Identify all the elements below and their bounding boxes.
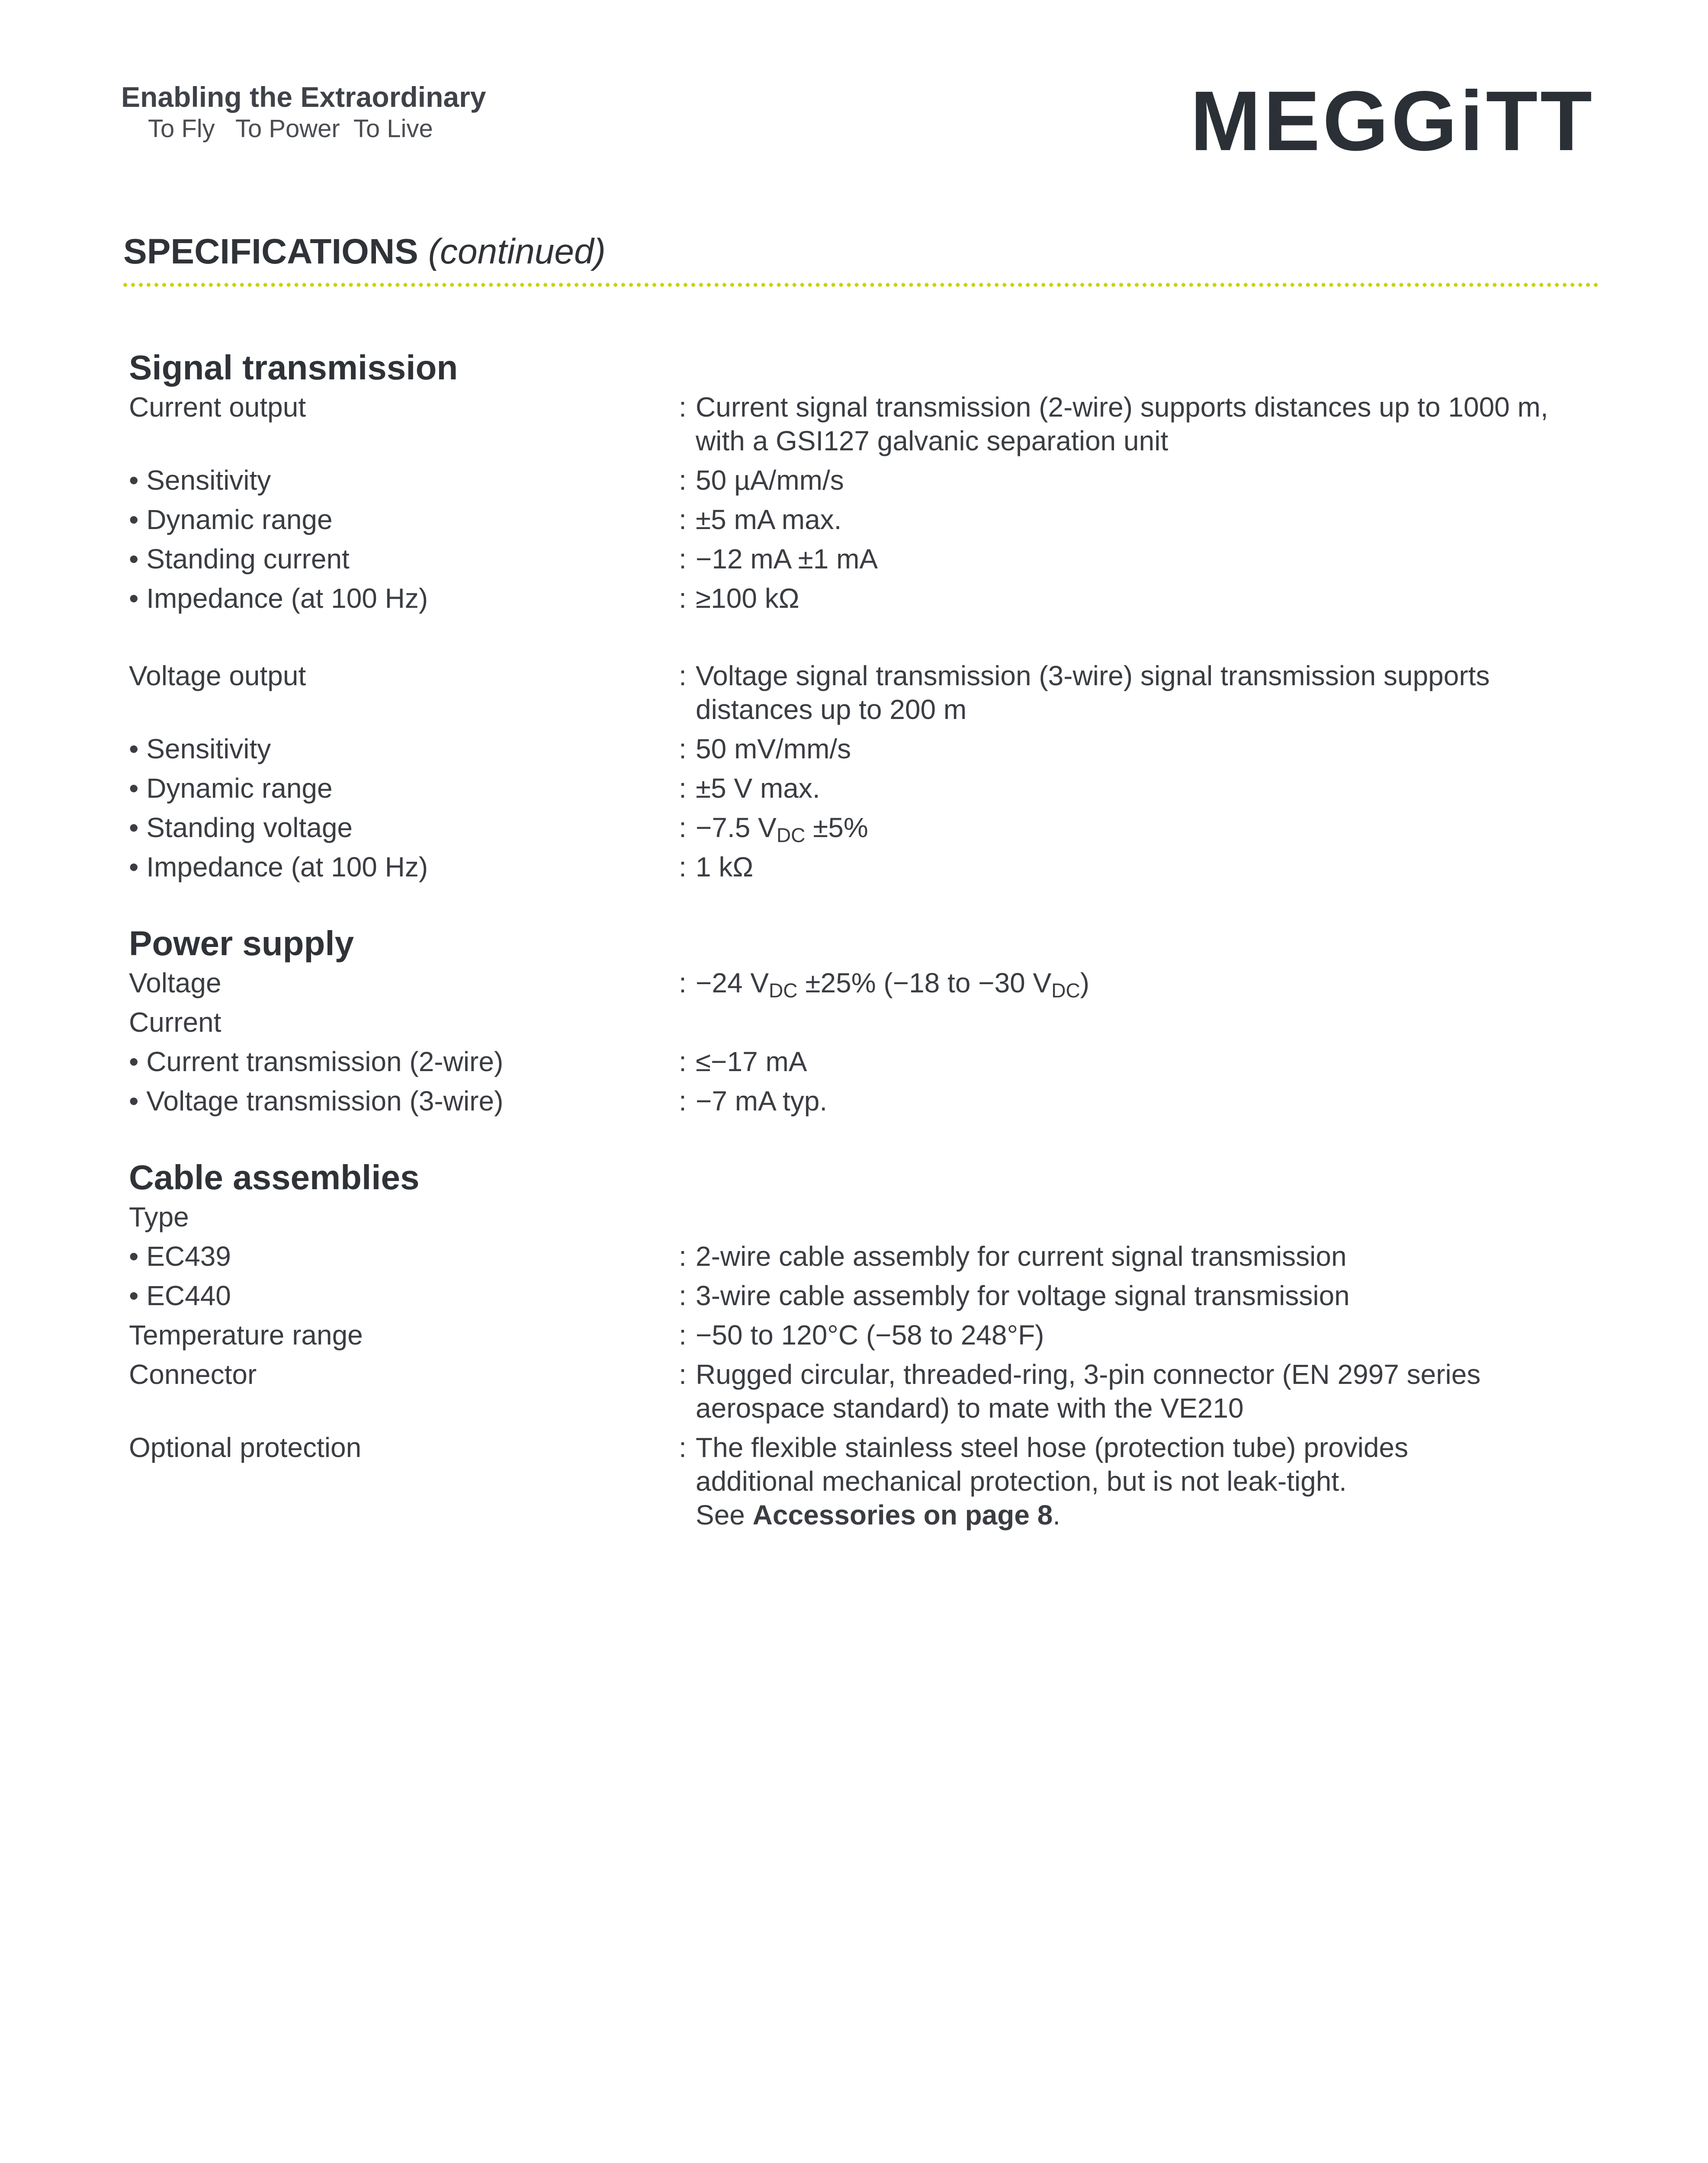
spec-row: • Impedance (at 100 Hz) : 1 kΩ [129, 851, 754, 883]
power-supply-group [129, 922, 1608, 1118]
spec-row: • Sensitivity : 50 mV/mm/s [129, 733, 851, 764]
spec-label: Current output [129, 392, 306, 423]
section-title-continued: (continued) [428, 232, 606, 271]
section-title [123, 231, 606, 272]
group-title: Power supply [129, 924, 354, 963]
spec-row: • Standing voltage : −7.5 $V_{DC} \pm 5\%$ [129, 812, 868, 847]
spec-row: Current output : Current signal transmission (2-wire) supports distances up to 1000 m, with a GSI127 galvanic separation unit [129, 390, 1608, 458]
cable-assemblies-group [129, 1156, 1608, 1532]
spec-row: • EC439 : 2-wire cable assembly for current signal transmission [129, 1241, 1347, 1272]
spec-row: Temperature range : −50 to 120°C (−58 to 248°F) [129, 1319, 1044, 1351]
spec-row: • Current transmission (2-wire) : ≤−17 mA [129, 1046, 807, 1077]
spec-row: Voltage output : Voltage signal transmission (3-wire) signal transmission supports distances up to 200 m [129, 660, 1490, 725]
spec-content [129, 346, 1608, 1537]
spec-row: Voltage : −24 $V_{DC} \pm 25\%$ (−18 to −30 $V_{DC}$) [129, 967, 1090, 1002]
spec-row: • Standing current : −12 mA ±1 mA [129, 543, 878, 574]
group-title: Signal transmission [129, 348, 458, 387]
spec-row: Type [129, 1201, 189, 1232]
spec-row: • Sensitivity : 50 µA/mm/s [129, 465, 844, 496]
meggitt-logo: MEGGiTT [1190, 74, 1595, 168]
signal-transmission-group [129, 346, 1608, 884]
spec-row: • Dynamic range : ±5 V max. [129, 773, 820, 804]
group-title: Cable assemblies [129, 1158, 420, 1197]
spec-row: Optional protection : The flexible stainless steel hose (protection tube) provides additional mechanical protection, but is not leak-tight. See Accessories on page 8. [129, 1432, 1409, 1531]
spec-row: • Voltage transmission (3-wire) : −7 mA typ. [129, 1085, 828, 1117]
section-title-main: SPECIFICATIONS [123, 232, 418, 271]
spec-row: • Dynamic range : ±5 mA max. [129, 504, 842, 535]
accessories-link[interactable]: Accessories on page 8 [752, 1499, 1053, 1531]
spec-row: Current [129, 1007, 222, 1038]
header-tagline [121, 80, 486, 144]
spec-value: Current signal transmission (2-wire) supports distances up to 1000 m, with a GSI127 galvanic separation unit [696, 392, 1548, 456]
spec-row: • Impedance (at 100 Hz) : ≥100 kΩ [129, 583, 799, 614]
tagline-subtitle: To Fly To Power To Live [148, 115, 433, 143]
dotted-divider [123, 283, 1599, 287]
spec-row: • EC440 : 3-wire cable assembly for voltage signal transmission [129, 1280, 1350, 1311]
spec-row: Connector : Rugged circular, threaded-ring, 3-pin connector (EN 2997 series aerospace standard) to mate with the VE210 [129, 1359, 1481, 1424]
tagline-title: Enabling the Extraordinary [121, 81, 486, 113]
